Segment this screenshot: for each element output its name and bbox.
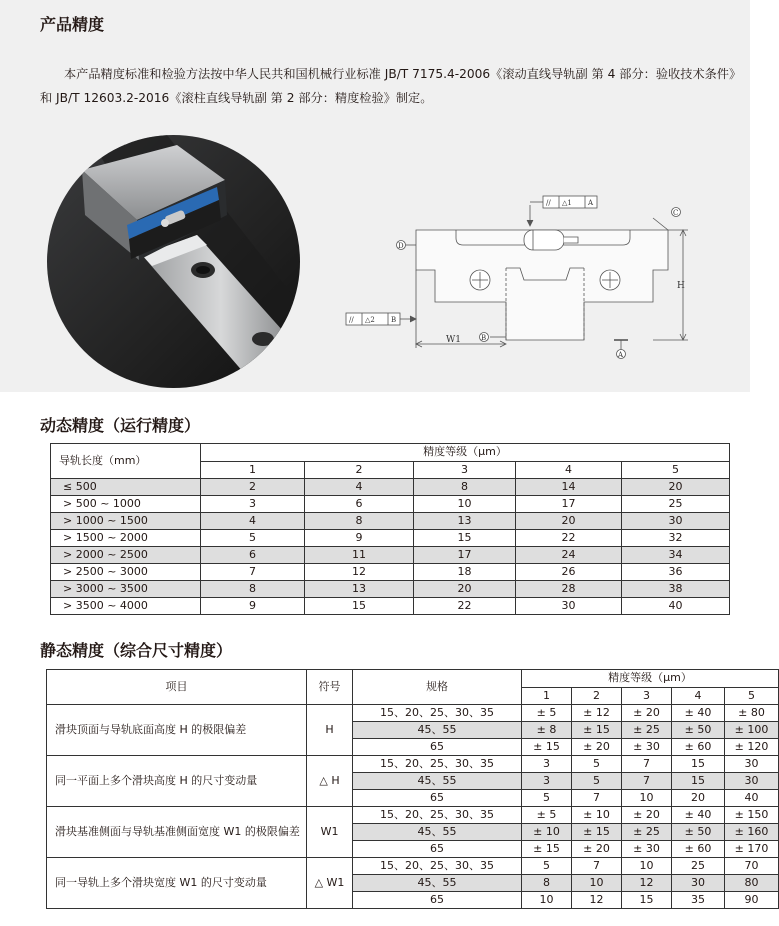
static-header-row [47,670,779,688]
spec-cell: 65 [353,790,522,807]
spec-cell: 15、20、25、30、35 [353,705,522,722]
table-row [47,858,779,875]
value-cell: ± 15 [572,824,622,841]
value-cell: 35 [672,892,725,909]
spec-cell: 65 [353,739,522,756]
value-cell: 22 [414,598,516,615]
value-cell: 12 [622,875,672,892]
value-cell: 8 [414,479,516,496]
value-cell: ± 60 [672,841,725,858]
value-cell: ± 8 [522,722,572,739]
grade-2: 2 [305,461,414,479]
value-cell: 11 [305,547,414,564]
rail-length-cell: > 3000 ~ 3500 [51,581,201,598]
table-row [51,598,730,615]
value-cell: 20 [516,513,622,530]
value-cell: ± 25 [622,722,672,739]
value-cell: ± 20 [622,705,672,722]
value-cell: ± 10 [522,824,572,841]
value-cell: ± 100 [725,722,779,739]
spec-cell: 45、55 [353,875,522,892]
value-cell: 32 [622,530,730,547]
grade-1: 1 [522,687,572,705]
dynamic-precision-table [50,443,730,615]
table-row [51,513,730,530]
value-cell: 18 [414,564,516,581]
value-cell: 20 [622,479,730,496]
value-cell: 36 [622,564,730,581]
value-cell: 7 [572,858,622,875]
spec-cell: 15、20、25、30、35 [353,756,522,773]
value-cell: 6 [305,496,414,513]
rail-length-cell: > 3500 ~ 4000 [51,598,201,615]
value-cell: 4 [201,513,305,530]
value-cell: 15 [414,530,516,547]
value-cell: 15 [672,756,725,773]
value-cell: 20 [414,581,516,598]
value-cell: 17 [516,496,622,513]
linear-guide-photo [47,135,300,388]
table-row [51,547,730,564]
value-cell: 26 [516,564,622,581]
value-cell: ± 40 [672,705,725,722]
value-cell: 5 [522,858,572,875]
value-cell: 10 [414,496,516,513]
value-cell: 8 [201,581,305,598]
header-item: 项目 [47,670,307,705]
spec-cell: 65 [353,841,522,858]
value-cell: 5 [572,773,622,790]
datum-a: A [618,351,624,359]
value-cell: ± 30 [622,739,672,756]
value-cell: ± 50 [672,722,725,739]
value-cell: 20 [672,790,725,807]
frame1-parallel: // [546,199,551,207]
spec-cell: 15、20、25、30、35 [353,858,522,875]
value-cell: ± 50 [672,824,725,841]
intro-line-1: 本产品精度标准和检验方法按中华人民共和国机械行业标准 JB/T 7175.4-2006《滚动直线导轨副 第 4 部分：验收技术条件》 [64,67,742,81]
grade-2: 2 [572,687,622,705]
symbol-cell: △ H [307,756,353,807]
header-spec: 规格 [353,670,522,705]
value-cell: 7 [572,790,622,807]
value-cell: 25 [672,858,725,875]
intro-line-2: 和 JB/T 12603.2-2016《滚柱直线导轨副 第 2 部分：精度检验》制定。 [40,91,433,105]
value-cell: 7 [622,773,672,790]
value-cell: 9 [305,530,414,547]
table-row [51,530,730,547]
value-cell: 15 [622,892,672,909]
table-row [51,564,730,581]
grade-5: 5 [622,461,730,479]
value-cell: 10 [522,892,572,909]
value-cell: 40 [622,598,730,615]
rail-length-cell: > 1000 ~ 1500 [51,513,201,530]
value-cell: 90 [725,892,779,909]
rail-length-cell: > 1500 ~ 2000 [51,530,201,547]
value-cell: 9 [201,598,305,615]
value-cell: ± 20 [572,739,622,756]
value-cell: 30 [622,513,730,530]
value-cell: ± 20 [622,807,672,824]
value-cell: ± 60 [672,739,725,756]
table-row [51,581,730,598]
value-cell: ± 170 [725,841,779,858]
item-cell: 同一导轨上多个滑块宽度 W1 的尺寸变动量 [47,858,307,909]
frame2-datum: B [391,316,397,324]
value-cell: ± 160 [725,824,779,841]
value-cell: 30 [725,756,779,773]
value-cell: 15 [305,598,414,615]
value-cell: ± 80 [725,705,779,722]
value-cell: 5 [522,790,572,807]
value-cell: 13 [305,581,414,598]
value-cell: ± 5 [522,705,572,722]
datum-d: D [398,242,404,250]
cross-section-drawing [338,190,700,365]
frame1-value: △1 [562,199,572,207]
value-cell: ± 15 [522,841,572,858]
value-cell: 8 [305,513,414,530]
rail-length-cell: > 2000 ~ 2500 [51,547,201,564]
rail-length-cell: ≤ 500 [51,479,201,496]
section-title-dynamic: 动态精度（运行精度） [40,416,201,435]
value-cell: 34 [622,547,730,564]
item-cell: 滑块顶面与导轨底面高度 H 的极限偏差 [47,705,307,756]
value-cell: 6 [201,547,305,564]
spec-cell: 45、55 [353,722,522,739]
table-row [47,705,779,722]
value-cell: 28 [516,581,622,598]
value-cell: ± 20 [572,841,622,858]
spec-cell: 15、20、25、30、35 [353,807,522,824]
intro-paragraph [40,62,740,110]
value-cell: ± 12 [572,705,622,722]
header-grade: 精度等级（μm） [522,670,779,688]
value-cell: 2 [201,479,305,496]
value-cell: 10 [622,858,672,875]
value-cell: 14 [516,479,622,496]
spec-cell: 45、55 [353,824,522,841]
value-cell: 3 [201,496,305,513]
symbol-cell: W1 [307,807,353,858]
header-symbol: 符号 [307,670,353,705]
value-cell: 7 [201,564,305,581]
value-cell: 24 [516,547,622,564]
label-w1: W1 [446,335,461,345]
value-cell: ± 15 [572,722,622,739]
value-cell: 80 [725,875,779,892]
item-cell: 同一平面上多个滑块高度 H 的尺寸变动量 [47,756,307,807]
value-cell: ± 40 [672,807,725,824]
value-cell: 13 [414,513,516,530]
table-row [51,496,730,513]
value-cell: 38 [622,581,730,598]
dynamic-header-row [51,444,730,462]
value-cell: ± 15 [522,739,572,756]
grade-4: 4 [516,461,622,479]
grade-3: 3 [622,687,672,705]
value-cell: 22 [516,530,622,547]
value-cell: 17 [414,547,516,564]
table-row [51,479,730,496]
value-cell: 12 [305,564,414,581]
value-cell: 10 [572,875,622,892]
value-cell: ± 120 [725,739,779,756]
value-cell: ± 150 [725,807,779,824]
value-cell: 3 [522,773,572,790]
datum-c: C [673,209,679,217]
frame1-datum: A [588,199,594,207]
grade-5: 5 [725,687,779,705]
value-cell: ± 25 [622,824,672,841]
value-cell: 10 [622,790,672,807]
value-cell: ± 5 [522,807,572,824]
value-cell: 70 [725,858,779,875]
section-title-product-precision: 产品精度 [40,15,105,34]
grade-4: 4 [672,687,725,705]
static-precision-table [46,669,779,909]
grade-1: 1 [201,461,305,479]
frame2-value: △2 [365,316,375,324]
value-cell: 3 [522,756,572,773]
value-cell: 40 [725,790,779,807]
spec-cell: 45、55 [353,773,522,790]
datum-b: B [481,334,487,342]
spec-cell: 65 [353,892,522,909]
header-grade: 精度等级（μm） [201,444,730,462]
header-rail-length: 导轨长度（mm） [51,444,201,479]
value-cell: 30 [725,773,779,790]
value-cell: 7 [622,756,672,773]
symbol-cell: H [307,705,353,756]
value-cell: 15 [672,773,725,790]
value-cell: 5 [201,530,305,547]
value-cell: 30 [672,875,725,892]
rail-length-cell: > 2500 ~ 3000 [51,564,201,581]
frame2-parallel: // [349,316,354,324]
value-cell: ± 10 [572,807,622,824]
item-cell: 滑块基准侧面与导轨基准侧面宽度 W1 的极限偏差 [47,807,307,858]
table-row [47,807,779,824]
value-cell: 12 [572,892,622,909]
value-cell: 8 [522,875,572,892]
rail-length-cell: > 500 ~ 1000 [51,496,201,513]
value-cell: 30 [516,598,622,615]
value-cell: 25 [622,496,730,513]
value-cell: 5 [572,756,622,773]
value-cell: ± 30 [622,841,672,858]
grade-3: 3 [414,461,516,479]
section-title-static: 静态精度（综合尺寸精度） [40,641,233,660]
table-row [47,756,779,773]
symbol-cell: △ W1 [307,858,353,909]
value-cell: 4 [305,479,414,496]
label-h: H [677,281,685,291]
